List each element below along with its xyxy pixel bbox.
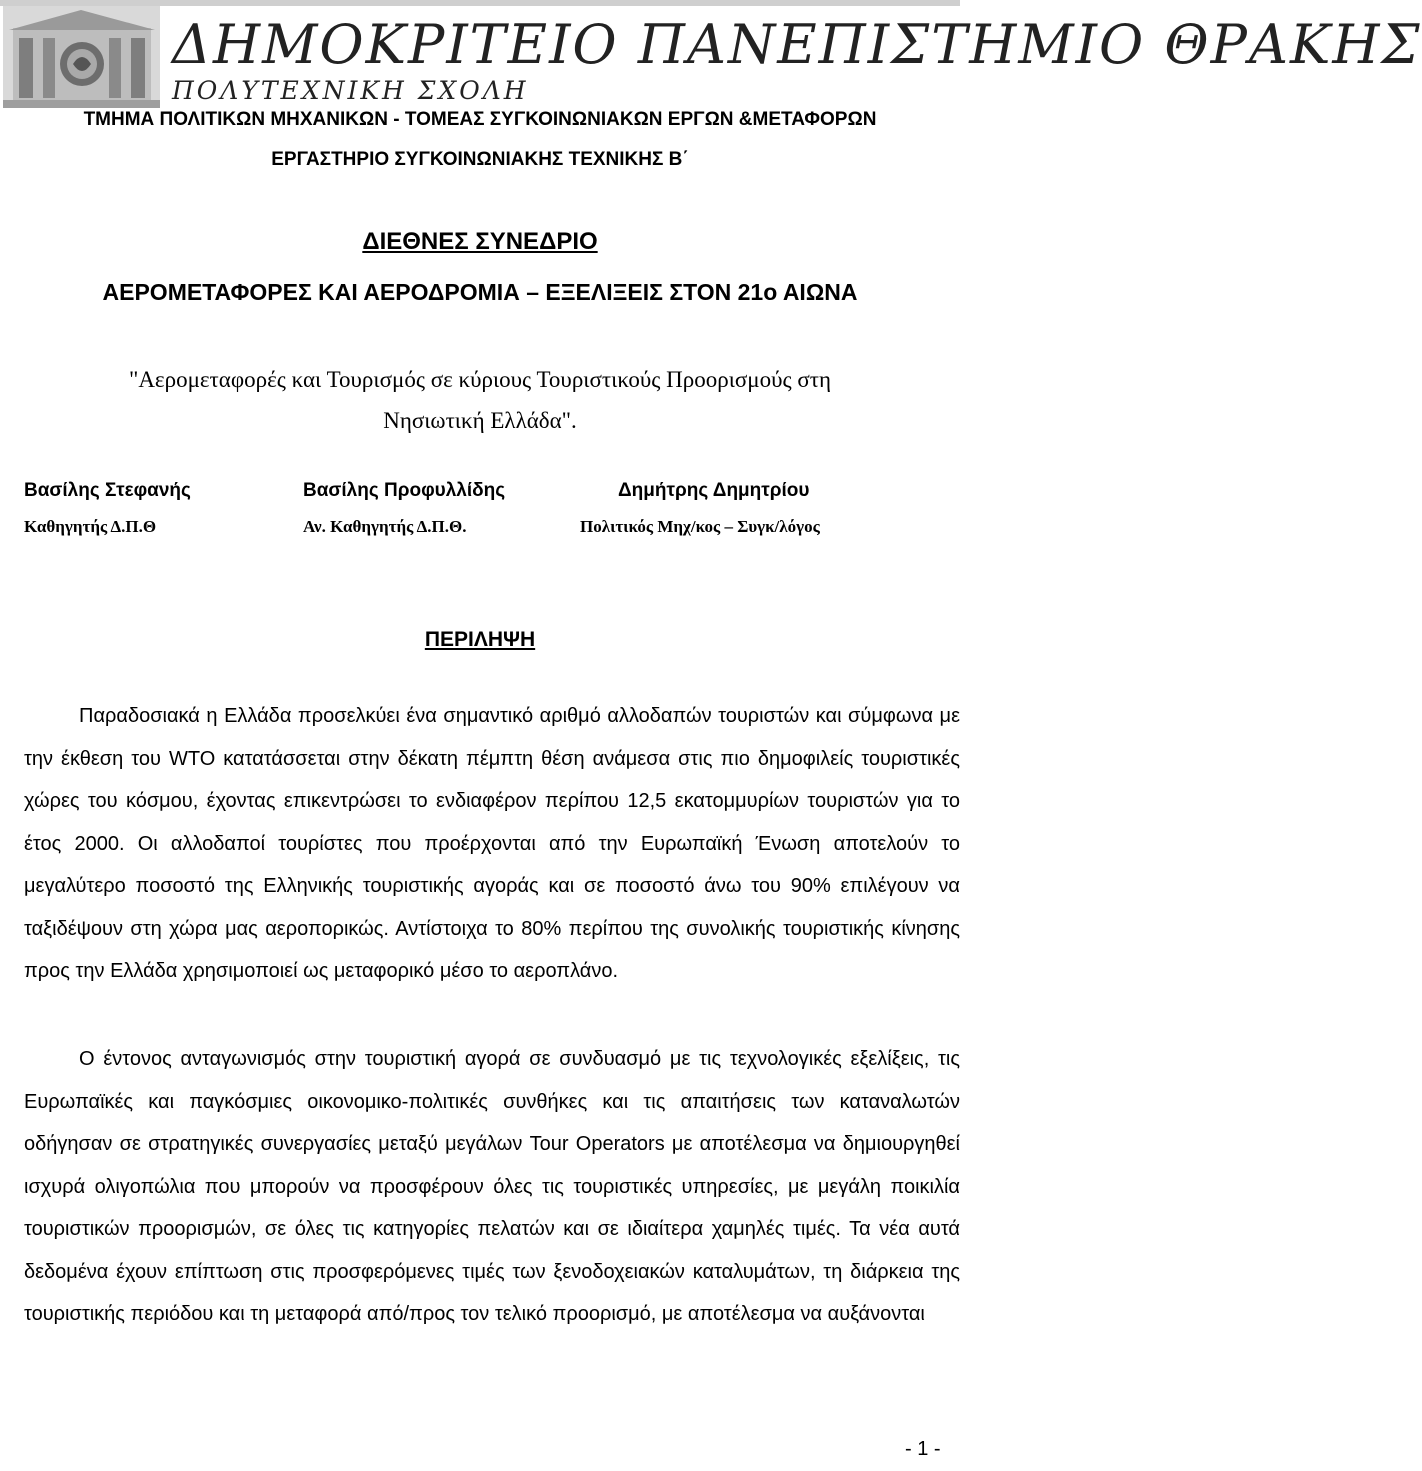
author-2-role: Αν. Καθηγητής Δ.Π.Θ. [303,517,467,536]
page-number: - 1 - [905,1438,941,1460]
author-2-name: Βασίλης Προφυλλίδης [303,480,506,501]
conference-title: ΑΕΡΟΜΕΤΑΦΟΡΕΣ ΚΑΙ ΑΕΡΟΔΡΟΜΙΑ – ΕΞΕΛΙΞΕΙΣ ΣΤΟΝ 21ο ΑΙΩΝΑ [102,279,858,305]
university-building-seal-icon [3,6,160,108]
logo-university-name: ΔΗΜΟΚΡΙΤΕΙΟ ΠΑΝΕΠΙΣΤΗΜΙΟ ΘΡΑΚΗΣ [172,13,1422,76]
conference-heading: ΔΙΕΘΝΕΣ ΣΥΝΕΔΡΙΟ [362,228,598,255]
paper-title-line-1: "Αερομεταφορές και Τουρισμός σε κύριους Τουριστικούς Προορισμούς στη [128,367,832,392]
abstract-paragraph-2: Ο έντονος ανταγωνισμός στην τουριστική αγορά σε συνδυασμό με τις τεχνολογικές εξελίξεις, τις Ευρωπαϊκές και παγκόσμιες οικονομικο-πολιτικές συνθήκες και τις απαιτήσεις των καταναλωτών οδήγησαν σε στρατηγικές συνεργασίες μεταξύ μεγάλων Tour Operators με αποτέλεσμα να δημιουργηθεί ισχυρά ολιγοπώλια που μπορούν να προσφέρουν όλες τις τουριστικές υπηρεσίες, με μεγάλη ποικιλία τουριστικών προορισμών, σε όλες τις κατηγορίες πελατών και σε ιδιαίτερα χαμηλές τιμές. Τα νέα αυτά δεδομένα έχουν επίπτωση στις προσφερόμενες τιμές των ξενοδοχειακών καταλυμάτων, τη διάρκεια της τουριστικής περιόδου και τη μεταφορά από/προς τον τελικό προορισμό, με αποτέλεσμα να αυξάνονται [24,1048,960,1325]
laboratory-heading: ΕΡΓΑΣΤΗΡΙΟ ΣΥΓΚΟΙΝΩΝΙΑΚΗΣ ΤΕΧΝΙΚΗΣ Β΄ [271,149,689,170]
abstract-heading: ΠΕΡΙΛΗΨΗ [424,628,536,651]
department-heading: ΤΜΗΜΑ ΠΟΛΙΤΙΚΩΝ ΜΗΧΑΝΙΚΩΝ - ΤΟΜΕΑΣ ΣΥΓΚΟΙΝΩΝΙΑΚΩΝ ΕΡΓΩΝ &ΜΕΤΑΦΟΡΩΝ [83,109,877,130]
author-1-name: Βασίλης Στεφανής [24,480,191,501]
author-3-name: Δημήτρης Δημητρίου [618,480,810,501]
abstract-paragraph-1: Παραδοσιακά η Ελλάδα προσελκύει ένα σημαντικό αριθμό αλλοδαπών τουριστών και σύμφωνα με την έκθεση του WTO κατατάσσεται στην δέκατη πέμπτη θέση ανάμεσα στις πιο δημοφιλείς τουριστικές χώρες του κόσμου, έχοντας επικεντρώσει το ενδιαφέρον περίπου 12,5 εκατομμυρίων τουριστών για το έτος 2000. Οι αλλοδαποί τουρίστες που προέρχονται από την Ευρωπαϊκή Ένωση αποτελούν το μεγαλύτερο ποσοστό της Ελληνικής τουριστικής αγοράς και σε ποσοστό άνω του 90% επιλέγουν να ταξιδέψουν στη χώρα μας αεροπορικώς. Αντίστοιχα το 80% περίπου της συνολικής τουριστικής κίνησης προς την Ελλάδα χρησιμοποιεί ως μεταφορικό μέσο το αεροπλάνο. [24,705,960,982]
author-3-role: Πολιτικός Μηχ/κος – Συγκ/λόγος [580,517,820,536]
logo-school-name: ΠΟΛΥΤΕΧΝΙΚΗ ΣΧΟΛΗ [172,76,529,105]
author-1-role: Καθηγητής Δ.Π.Θ [24,517,157,536]
paper-title-line-2: Νησιωτική Ελλάδα". [383,408,577,433]
university-logo-banner [0,0,1422,110]
